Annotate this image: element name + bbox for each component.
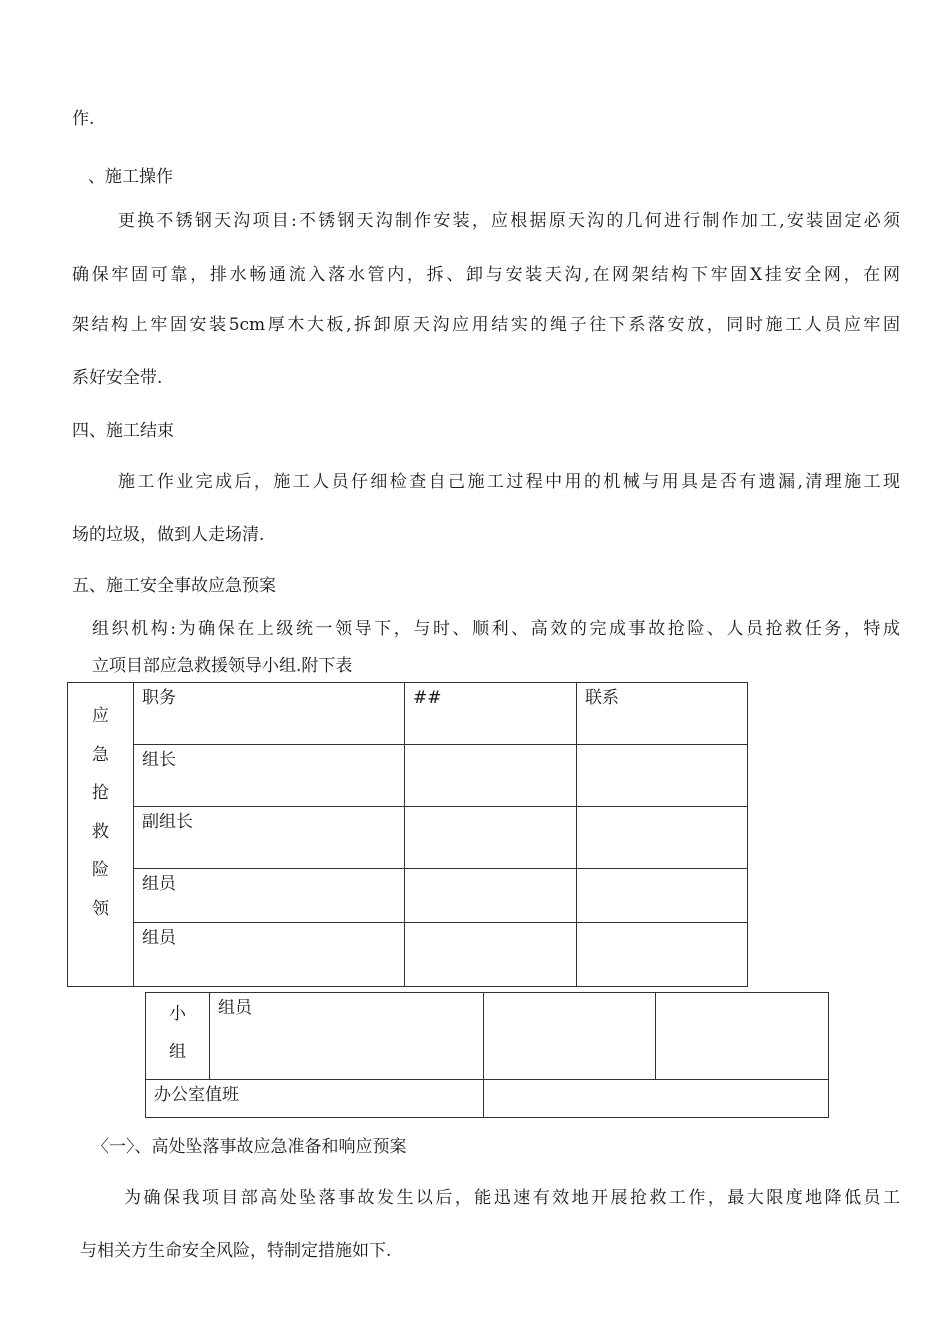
section-heading: 、施工操作: [88, 167, 173, 187]
table-row: [68, 923, 748, 987]
paragraph-line: 场的垃圾，做到人走场清.: [72, 525, 265, 545]
paragraph-line: 立项目部应急救援领导小组.附下表: [92, 656, 353, 676]
table-cell: 组员: [134, 923, 405, 987]
side-char: 抢: [92, 783, 109, 803]
paragraph-line: 与相关方生命安全风险，特制定措施如下.: [80, 1241, 392, 1261]
side-label-cell: [146, 993, 210, 1080]
side-char: 急: [92, 744, 109, 765]
table-row: [146, 993, 829, 1080]
table-cell: [577, 807, 748, 869]
header-cell-name: ##: [405, 683, 577, 745]
table-cell: [405, 807, 577, 869]
emergency-team-table: [67, 682, 748, 987]
table-cell: 组员: [134, 869, 405, 923]
table-cell: 办公室值班: [146, 1080, 484, 1118]
paragraph-line: 更换不锈钢天沟项目:不锈钢天沟制作安装，应根据原天沟的几何进行制作加工,安装固定必须: [118, 211, 900, 231]
table-row: [146, 1080, 829, 1118]
side-char: 险: [92, 860, 109, 880]
header-cell-contact: 联系: [577, 683, 748, 745]
side-char: 领: [92, 898, 109, 919]
section-heading: 四、施工结束: [72, 421, 174, 441]
side-char: 小: [169, 1004, 186, 1024]
table-cell: [656, 993, 829, 1080]
side-char: 组: [169, 1042, 186, 1062]
paragraph-line: 组织机构:为确保在上级统一领导下，与时、顺利、高效的完成事故抢险、人员抢救任务，特成: [92, 619, 900, 639]
table-cell: [405, 869, 577, 923]
paragraph-line: 系好安全带.: [72, 368, 163, 388]
paragraph-line: 为确保我项目部高处坠落事故发生以后，能迅速有效地开展抢救工作，最大限度地降低员工: [124, 1188, 900, 1208]
header-cell-position: 职务: [134, 683, 405, 745]
paragraph-line: 架结构上牢固安装5cm厚木大板,拆卸原天沟应用结实的绳子往下系落安放，同时施工人员应牢固: [72, 315, 900, 335]
table-row: [68, 745, 748, 807]
emergency-team-table-continued: [145, 992, 829, 1118]
table-cell: [577, 745, 748, 807]
text-line: 作.: [72, 109, 95, 129]
table-cell: [405, 923, 577, 987]
paragraph-line: 确保牢固可靠，排水畅通流入落水管内，拆、卸与安装天沟,在网架结构下牢固X挂安全网，在网: [72, 265, 900, 285]
table-cell: 副组长: [134, 807, 405, 869]
section-heading: 〈一〉、高处坠落事故应急准备和响应预案: [92, 1137, 407, 1157]
paragraph-line: 施工作业完成后，施工人员仔细检查自己施工过程中用的机械与用具是否有遗漏,清理施工现: [118, 472, 900, 492]
section-heading: 五、施工安全事故应急预案: [72, 576, 276, 596]
side-char: 救: [92, 821, 109, 842]
table-row: [68, 807, 748, 869]
table-cell: [484, 993, 656, 1080]
side-char: 应: [92, 706, 109, 726]
table-row: [68, 869, 748, 923]
side-label-cell: [68, 683, 134, 987]
table-cell: 组员: [210, 993, 484, 1080]
table-cell: [577, 869, 748, 923]
table-cell: [484, 1080, 829, 1118]
table-cell: [405, 745, 577, 807]
table-cell: 组长: [134, 745, 405, 807]
table-cell: [577, 923, 748, 987]
